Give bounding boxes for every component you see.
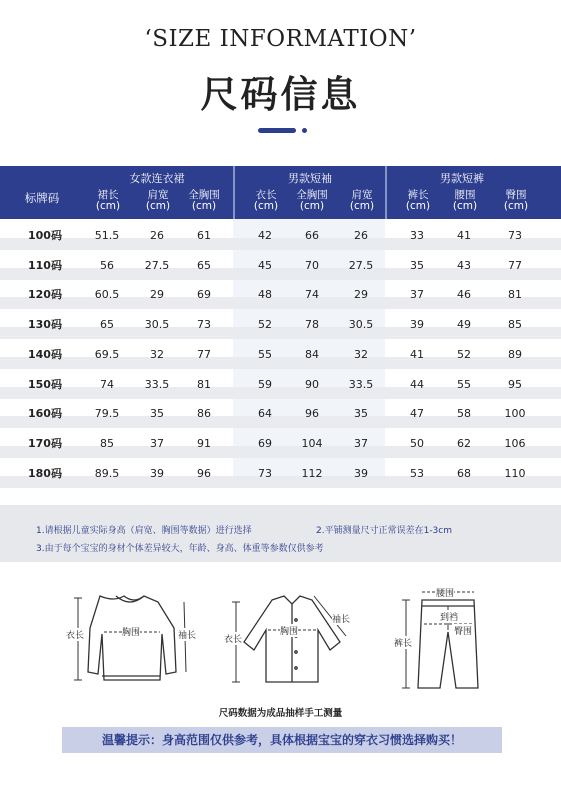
table-row — [0, 459, 561, 489]
table-cell: 32 — [354, 347, 368, 361]
table-cell: 33 — [410, 229, 424, 242]
table-cell: 106 — [504, 436, 526, 450]
sweater-diagram — [66, 588, 202, 690]
table-cell: 64 — [258, 407, 272, 421]
title-dot — [302, 128, 307, 133]
column-header: 裤长 (cm) — [405, 189, 431, 212]
size-table — [0, 166, 561, 480]
table-cell: 112 — [301, 466, 323, 480]
table-cell: 30.5 — [348, 318, 374, 332]
table-cell: 55 — [457, 377, 471, 391]
table-cell: 90 — [305, 377, 319, 391]
table-cell: 78 — [305, 318, 319, 332]
table-cell: 74 — [305, 288, 319, 302]
table-cell: 32 — [150, 347, 164, 361]
column-header: 腰围 (cm) — [452, 189, 478, 212]
table-cell: 27.5 — [144, 258, 170, 272]
group-title-tshirt: 男款短袖 — [288, 172, 332, 185]
table-cell: 37 — [410, 288, 424, 302]
tip-banner: 温馨提示：身高范围仅供参考，具体根据宝宝的穿衣习惯选择购买！ — [62, 727, 502, 753]
table-cell: 69 — [258, 436, 272, 450]
table-cell: 53 — [410, 466, 424, 480]
table-cell: 73 — [258, 466, 272, 480]
table-cell: 29 — [150, 288, 164, 302]
shirt-outline-icon — [222, 590, 362, 690]
table-cell: 77 — [508, 258, 522, 272]
pants-waist-label: 腰围 — [436, 586, 454, 599]
table-cell: 60.5 — [94, 288, 120, 302]
table-cell: 37 — [354, 436, 368, 450]
sweater-length-label: 衣长 — [66, 628, 84, 641]
table-row — [0, 280, 561, 310]
pants-length-label: 裤长 — [394, 636, 412, 649]
table-cell: 81 — [508, 288, 522, 302]
note-1: 1.请根据儿童实际身高（肩宽、胸围等数据）进行选择 — [36, 526, 252, 536]
table-cell: 45 — [258, 258, 272, 272]
table-cell: 95 — [508, 377, 522, 391]
title-underline — [258, 128, 296, 133]
table-body — [0, 219, 561, 480]
table-cell: 100 — [504, 407, 526, 421]
size-label: 100码 — [28, 229, 62, 242]
table-cell: 104 — [301, 436, 323, 450]
pants-rise-label: 到裆 — [440, 610, 458, 623]
table-cell: 55 — [258, 347, 272, 361]
group-title-dress: 女款连衣裙 — [129, 172, 185, 185]
table-cell: 66 — [305, 229, 319, 242]
table-cell: 65 — [100, 318, 114, 332]
column-header: 臀围 (cm) — [503, 189, 529, 212]
table-cell: 37 — [150, 436, 164, 450]
table-cell: 29 — [354, 288, 368, 302]
table-cell: 86 — [197, 407, 211, 421]
table-cell: 89.5 — [94, 466, 120, 480]
note-3: 3.由于每个宝宝的身材个体差异较大，年龄、身高、体重等参数仅供参考 — [36, 544, 324, 554]
table-cell: 79.5 — [94, 407, 120, 421]
table-cell: 69 — [197, 288, 211, 302]
table-row — [0, 399, 561, 429]
table-cell: 96 — [197, 466, 211, 480]
table-cell: 35 — [410, 258, 424, 272]
shirt-sleeve-label: 袖长 — [332, 612, 350, 625]
table-cell: 89 — [508, 347, 522, 361]
table-cell: 59 — [258, 377, 272, 391]
column-header: 全胸围 (cm) — [296, 189, 328, 212]
table-cell: 52 — [258, 318, 272, 332]
table-cell: 51.5 — [94, 229, 120, 242]
table-cell: 73 — [508, 229, 522, 242]
table-cell: 61 — [197, 229, 211, 242]
notes-box — [0, 505, 561, 562]
label-column-header: 标牌码 — [24, 191, 60, 205]
table-cell: 43 — [457, 258, 471, 272]
size-label: 110码 — [28, 258, 62, 272]
table-cell: 74 — [100, 377, 114, 391]
group-title-shorts: 男款短裤 — [440, 172, 484, 185]
shirt-length-label: 衣长 — [224, 632, 242, 645]
table-cell: 26 — [354, 229, 368, 242]
column-header: 衣长 (cm) — [253, 189, 279, 212]
table-cell: 58 — [457, 407, 471, 421]
table-cell: 48 — [258, 288, 272, 302]
table-cell: 39 — [354, 466, 368, 480]
table-row — [0, 221, 561, 251]
table-cell: 85 — [100, 436, 114, 450]
table-cell: 47 — [410, 407, 424, 421]
table-row — [0, 251, 561, 281]
table-cell: 65 — [197, 258, 211, 272]
table-cell: 50 — [410, 436, 424, 450]
table-cell: 85 — [508, 318, 522, 332]
title-chinese: 尺码信息 — [200, 73, 361, 116]
sweater-sleeve-label: 袖长 — [178, 628, 196, 641]
title-english: ‘SIZE INFORMATION’ — [144, 26, 417, 52]
sweater-chest-label: 胸围 — [122, 625, 140, 638]
table-cell: 33.5 — [144, 377, 170, 391]
table-cell: 30.5 — [144, 318, 170, 332]
table-cell: 44 — [410, 377, 424, 391]
size-label: 140码 — [28, 347, 62, 361]
table-cell: 68 — [457, 466, 471, 480]
note-2: 2.平铺测量尺寸正常误差在1-3cm — [316, 526, 453, 536]
table-cell: 35 — [354, 407, 368, 421]
size-label: 120码 — [28, 288, 62, 302]
column-header: 裙长 (cm) — [95, 189, 121, 212]
table-header — [0, 166, 561, 219]
table-row — [0, 429, 561, 459]
table-cell: 49 — [457, 318, 471, 332]
table-row — [0, 370, 561, 400]
size-label: 150码 — [28, 377, 62, 391]
table-cell: 73 — [197, 318, 211, 332]
table-cell: 46 — [457, 288, 471, 302]
table-row — [0, 310, 561, 340]
table-cell: 70 — [305, 258, 319, 272]
table-cell: 41 — [410, 347, 424, 361]
column-header: 全胸围 (cm) — [188, 189, 220, 212]
measure-note: 尺码数据为成品抽样手工测量 — [218, 708, 343, 719]
table-cell: 56 — [100, 258, 114, 272]
shirt-chest-label: 胸围 — [280, 624, 298, 637]
table-cell: 81 — [197, 377, 211, 391]
table-cell: 52 — [457, 347, 471, 361]
table-cell: 33.5 — [348, 377, 374, 391]
table-cell: 69.5 — [94, 347, 120, 361]
table-cell: 39 — [150, 466, 164, 480]
table-row — [0, 340, 561, 370]
table-cell: 91 — [197, 436, 211, 450]
pants-hip-label: 臀围 — [454, 624, 472, 637]
column-header: 肩宽 (cm) — [349, 189, 375, 212]
pants-diagram — [392, 584, 492, 692]
size-label: 160码 — [28, 407, 62, 421]
table-cell: 27.5 — [348, 258, 374, 272]
table-cell: 26 — [150, 229, 164, 242]
size-label: 170码 — [28, 436, 62, 450]
size-label: 130码 — [28, 318, 62, 332]
table-cell: 42 — [258, 229, 272, 242]
table-cell: 41 — [457, 229, 471, 242]
shirt-diagram — [222, 590, 362, 690]
table-cell: 39 — [410, 318, 424, 332]
table-cell: 77 — [197, 347, 211, 361]
table-cell: 84 — [305, 347, 319, 361]
table-cell: 110 — [504, 466, 526, 480]
table-cell: 96 — [305, 407, 319, 421]
size-label: 180码 — [28, 466, 62, 480]
table-cell: 35 — [150, 407, 164, 421]
column-header: 肩宽 (cm) — [145, 189, 171, 212]
table-cell: 62 — [457, 436, 471, 450]
